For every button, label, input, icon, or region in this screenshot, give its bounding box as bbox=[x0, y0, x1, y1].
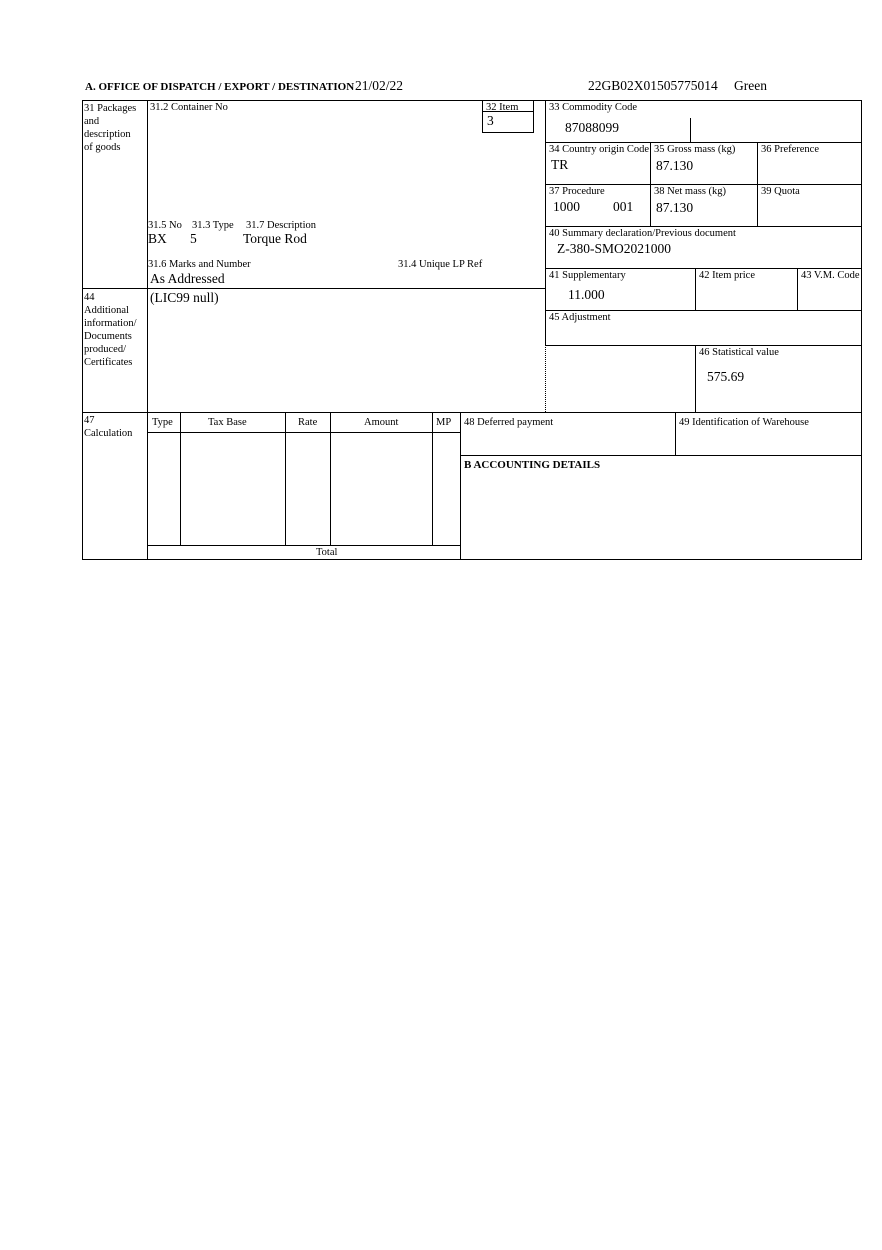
item-number-value: 3 bbox=[487, 113, 494, 128]
routing-status: Green bbox=[734, 78, 767, 93]
form-line bbox=[285, 412, 286, 545]
vm-code-label: 43 V.M. Code bbox=[801, 270, 860, 281]
form-line bbox=[545, 142, 862, 143]
calc-total-label: Total bbox=[316, 547, 338, 558]
packages-no-label: 31.5 No bbox=[148, 220, 182, 231]
form-line-top bbox=[82, 100, 862, 101]
statistical-value-label: 46 Statistical value bbox=[699, 347, 779, 358]
declaration-reference: 22GB02X01505775014 bbox=[588, 78, 718, 93]
supplementary-label: 41 Supplementary bbox=[549, 270, 626, 281]
form-line bbox=[545, 310, 862, 311]
warehouse-identification-label: 49 Identification of Warehouse bbox=[679, 417, 809, 428]
procedure-code-2-value: 001 bbox=[613, 199, 634, 214]
item-label: 32 Item bbox=[486, 102, 519, 113]
calc-col-type: Type bbox=[152, 417, 173, 428]
preference-label: 36 Preference bbox=[761, 144, 820, 155]
form-line bbox=[482, 132, 534, 133]
form-line-left bbox=[82, 100, 83, 560]
box44-label: 44 Additional information/ Documents produced/ Certificates bbox=[84, 292, 137, 368]
form-line bbox=[432, 412, 433, 545]
form-line bbox=[545, 345, 862, 346]
accounting-details-label: B ACCOUNTING DETAILS bbox=[464, 459, 601, 471]
form-line bbox=[180, 412, 181, 545]
supplementary-value: 11.000 bbox=[568, 287, 605, 302]
additional-information-value: (LIC99 null) bbox=[150, 290, 219, 305]
form-line bbox=[482, 100, 483, 133]
packages-no-value: BX bbox=[148, 231, 167, 246]
quota-label: 39 Quota bbox=[761, 186, 800, 197]
form-line bbox=[147, 545, 460, 546]
form-line bbox=[545, 100, 546, 345]
statistical-value: 575.69 bbox=[707, 369, 745, 384]
summary-declaration-value: Z-380-SMO2021000 bbox=[557, 241, 671, 256]
unique-lp-ref-label: 31.4 Unique LP Ref bbox=[398, 259, 483, 270]
gross-mass-label: 35 Gross mass (kg) bbox=[654, 144, 736, 155]
marks-and-number-value: As Addressed bbox=[150, 271, 225, 286]
form-line bbox=[757, 142, 758, 226]
calc-col-tax-base: Tax Base bbox=[208, 417, 247, 428]
country-origin-value: TR bbox=[551, 157, 569, 172]
marks-and-number-label: 31.6 Marks and Number bbox=[148, 259, 251, 270]
deferred-payment-label: 48 Deferred payment bbox=[464, 417, 554, 428]
box31-label: 31 Packages and description of goods bbox=[84, 103, 137, 153]
adjustment-label: 45 Adjustment bbox=[549, 312, 611, 323]
dotted-line bbox=[545, 345, 546, 412]
form-line bbox=[695, 345, 696, 412]
net-mass-label: 38 Net mass (kg) bbox=[654, 186, 727, 197]
form-line bbox=[533, 100, 534, 133]
form-line bbox=[545, 184, 862, 185]
office-of-dispatch-label: A. OFFICE OF DISPATCH / EXPORT / DESTINATION bbox=[85, 81, 355, 93]
net-mass-value: 87.130 bbox=[656, 200, 694, 215]
form-line bbox=[545, 226, 862, 227]
form-line bbox=[797, 268, 798, 310]
form-line-right bbox=[861, 100, 862, 560]
goods-description-label: 31.7 Description bbox=[246, 220, 316, 231]
form-line bbox=[545, 268, 862, 269]
commodity-code-value: 87088099 bbox=[565, 120, 619, 135]
commodity-code-label: 33 Commodity Code bbox=[549, 102, 638, 113]
form-line bbox=[650, 142, 651, 226]
calc-col-mp: MP bbox=[436, 417, 452, 428]
packages-type-label: 31.3 Type bbox=[192, 220, 234, 231]
goods-description-value: Torque Rod bbox=[243, 231, 307, 246]
country-origin-label: 34 Country origin Code bbox=[549, 144, 650, 155]
form-line bbox=[330, 412, 331, 545]
form-line bbox=[147, 100, 148, 560]
box47-label: 47 Calculation bbox=[84, 415, 133, 439]
item-price-label: 42 Item price bbox=[699, 270, 755, 281]
form-line bbox=[675, 412, 676, 455]
summary-declaration-label: 40 Summary declaration/Previous document bbox=[549, 228, 736, 239]
form-line bbox=[690, 118, 691, 142]
form-line bbox=[695, 268, 696, 310]
form-line bbox=[82, 412, 862, 413]
form-line bbox=[460, 412, 461, 560]
form-line bbox=[147, 432, 460, 433]
form-line bbox=[82, 288, 545, 289]
form-line-bottom bbox=[82, 559, 862, 560]
gross-mass-value: 87.130 bbox=[656, 158, 694, 173]
procedure-label: 37 Procedure bbox=[549, 186, 605, 197]
calc-col-amount: Amount bbox=[364, 417, 399, 428]
calc-col-rate: Rate bbox=[298, 417, 318, 428]
form-line bbox=[460, 455, 862, 456]
procedure-code-value: 1000 bbox=[553, 199, 580, 214]
container-no-label: 31.2 Container No bbox=[150, 102, 228, 113]
declaration-date: 21/02/22 bbox=[355, 78, 404, 93]
packages-type-value: 5 bbox=[190, 231, 197, 246]
